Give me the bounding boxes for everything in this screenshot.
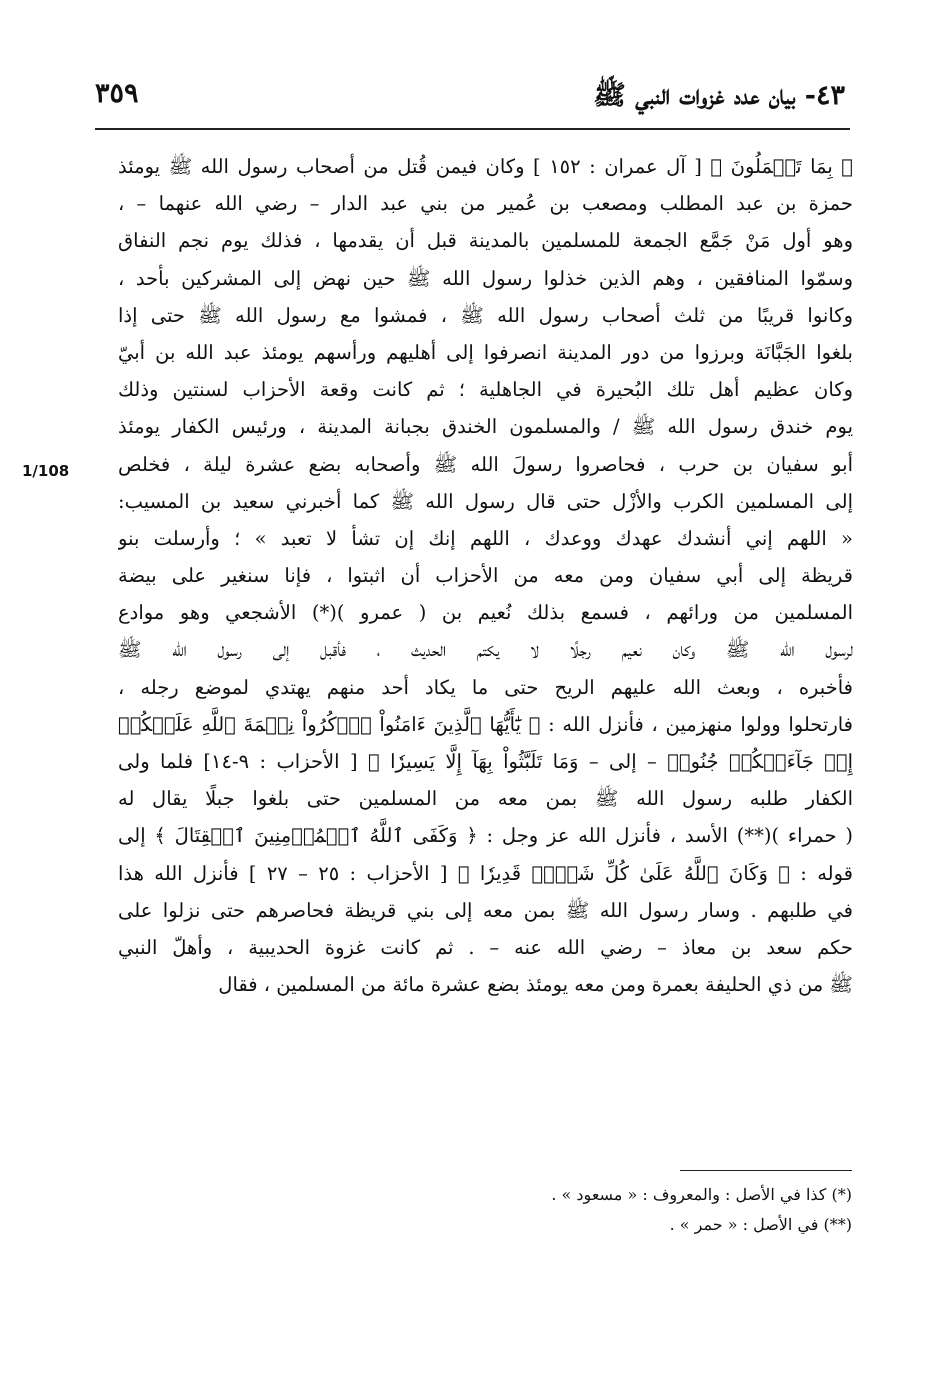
text-line: حكم سعد بن معاذ – رضي الله عنه – . ثم كانت غزوة الحديبية ، وأهلّ النبي <box>118 935 853 959</box>
text-line: يوم خندق رسول الله ﷺ / والمسلمون الخندق بجبانة المدينة ، ورئيس الكفار يومئذ <box>118 415 853 439</box>
body-text <box>118 148 853 1003</box>
text-line: بلغوا الجَبَّانَة وبرزوا من دور المدينة انصرفوا إلى أهليهم ورأسهم يومئذ عبد الله بن أبيّ <box>118 340 853 364</box>
text-line: وكان عظيم أهل تلك البُحيرة في الجاهلية ؛ ثم كانت وقعة الأحزاب لسنتين وذلك <box>118 378 853 402</box>
manuscript-folio-marker: 1/108 <box>22 462 70 480</box>
text-line: إِذۡ جَآءَتۡكُمۡ جُنُودٞ – إلى – وَمَا تَلَبَّثُواْ بِهَآ إِلَّا يَسِيرٗا ﴾ [ الأحزاب : ٩-١٤] فلما ولى <box>118 750 853 773</box>
page-number: ٣٥٩ <box>95 78 139 109</box>
text-line: حمزة بن عبد المطلب ومصعب بن عُمير من بني عبد الدار – رضي الله عنهما – ، <box>118 192 853 216</box>
footnote: (**) في الأصل : « حمر » . <box>669 1215 852 1234</box>
footnote: (*) كذا في الأصل : والمعروف : « مسعود » . <box>551 1185 852 1204</box>
header-divider <box>95 128 850 130</box>
text-line: وسمّوا المنافقين ، وهم الذين خذلوا رسول الله ﷺ حين نهض إلى المشركين بأحد ، <box>118 266 853 290</box>
footnotes <box>132 1180 852 1240</box>
text-line: أبو سفيان بن حرب ، فحاصروا رسولَ الله ﷺ وأصحابه بضع عشرة ليلة ، فخلص <box>118 452 853 476</box>
text-line: إلى المسلمين الكرب والأزْل حتى قال رسول الله ﷺ كما أخبرني سعيد بن المسيب: <box>118 489 853 513</box>
text-line: قريظة إلى أبي سفيان ومن معه من الأحزاب أن اثبتوا ، فإنا سنغير على بيضة <box>118 564 853 588</box>
text-line: ( حمراء )(**) الأسد ، فأنزل الله عز وجل : ﴿ وَكَفَى ٱللَّهُ ٱلۡمُؤۡمِنِينَ ٱلۡقِتَالَ ﴾ إلى <box>118 824 853 848</box>
text-line: لرسول الله ﷺ وكان نعيم رجلًا لا يكتم الحديث ، فأقبل إلى رسول الله ﷺ <box>118 638 853 662</box>
text-line: « اللهم إني أنشدك عهدك ووعدك ، اللهم إنك إن تشأ لا تعبد » ؛ وأرسلت بنو <box>118 526 853 550</box>
text-line: قوله : ﴿ وَكَانَ ٱللَّهُ عَلَىٰ كُلِّ شَيۡءٖ قَدِيرٗا ﴾ [ الأحزاب : ٢٥ – ٢٧ ] فأنزل الله هذا <box>118 861 853 885</box>
text-line: ﴿ بِمَا تَعۡمَلُونَ ﴾ [ آل عمران : ١٥٢ ] وكان فيمن قُتل من أصحاب رسول الله ﷺ يومئذ <box>118 155 853 178</box>
text-line: ﷺ من ذي الحليفة بعمرة ومن معه يومئذ بضع عشرة مائة من المسلمين ، فقال <box>218 973 853 997</box>
text-line: فارتحلوا وولوا منهزمين ، فأنزل الله : ﴿ يَٰٓأَيُّهَا ٱلَّذِينَ ءَامَنُواْ ٱذۡكُرُواْ نِعۡمَةَ ٱللَّهِ عَلَيۡكُمۡ <box>118 712 853 736</box>
text-line: وهو أول مَنْ جَمَّع الجمعة للمسلمين بالمدينة قبل أن يقدمها ، فذلك يوم نجم النفاق <box>118 229 853 253</box>
text-line: المسلمين من ورائهم ، فسمع بذلك نُعيم بن ( عمرو )(*) الأشجعي وهو موادع <box>118 601 853 625</box>
footnote-divider <box>680 1170 852 1171</box>
text-line: وكانوا قريبًا من ثلث أصحاب رسول الله ﷺ ، فمشوا مع رسول الله ﷺ حتى إذا <box>118 303 853 327</box>
text-line: الكفار طلبه رسول الله ﷺ بمن معه من المسلمين حتى بلغوا جبلًا يقال له <box>118 787 853 811</box>
text-line: فأخبره ، وبعث الله عليهم الريح حتى ما يكاد أحد منهم يهتدي لموضع رجله ، <box>118 675 853 699</box>
page-header <box>95 78 845 122</box>
chapter-title: ٤٣- بيان عدد غزوات النبي ﷺ <box>593 80 845 111</box>
text-line: في طلبهم . وسار رسول الله ﷺ بمن معه إلى بني قريظة فحاصرهم حتى نزلوا على <box>118 898 853 922</box>
